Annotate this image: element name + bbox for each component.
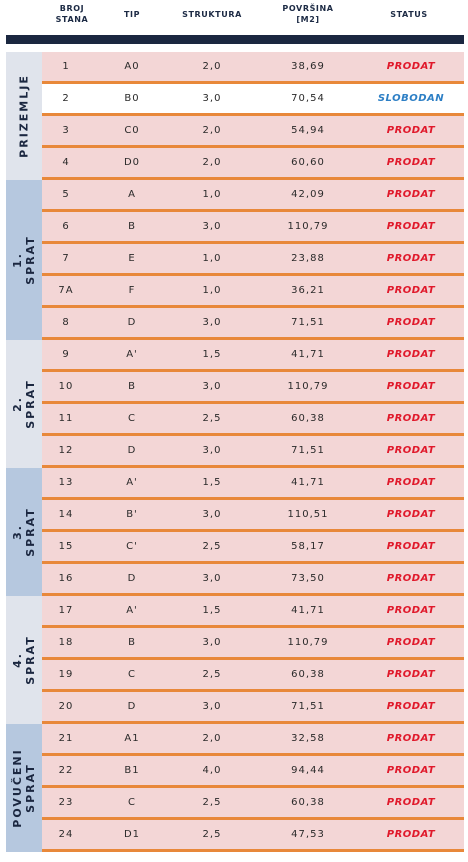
cell-tip: B: [128, 637, 136, 648]
table-row[interactable]: [42, 596, 464, 628]
floor-group: [6, 180, 464, 340]
cell-tip: F: [128, 285, 136, 296]
cell-povrsina: 60,38: [291, 413, 325, 424]
cell-broj: 17: [58, 605, 74, 616]
cell-struktura: 3,0: [202, 317, 222, 328]
cell-tip: C: [128, 413, 136, 424]
cell-povrsina: 60,38: [291, 669, 325, 680]
cell-struktura: 4,0: [202, 765, 222, 776]
cell-status: PRODAT: [386, 509, 436, 520]
cell-tip: A0: [124, 61, 140, 72]
table-row[interactable]: [42, 628, 464, 660]
cell-tip: D: [127, 445, 137, 456]
floor-group: [6, 340, 464, 468]
cell-broj: 2: [62, 93, 70, 104]
table-row[interactable]: [42, 660, 464, 692]
floor-label-column: [6, 180, 42, 340]
floor-label: PRIZEMLJE: [17, 74, 31, 158]
cell-povrsina: 73,50: [291, 573, 325, 584]
cell-struktura: 3,0: [202, 573, 222, 584]
cell-tip: D1: [123, 829, 141, 840]
cell-status: PRODAT: [386, 285, 436, 296]
cell-broj: 18: [58, 637, 74, 648]
cell-povrsina: 71,51: [291, 317, 325, 328]
cell-status: PRODAT: [386, 573, 436, 584]
cell-povrsina: 110,79: [287, 221, 329, 232]
cell-broj: 24: [58, 829, 74, 840]
table-header: [0, 0, 468, 34]
cell-povrsina: 60,38: [291, 797, 325, 808]
cell-status: PRODAT: [386, 221, 436, 232]
cell-status: PRODAT: [386, 797, 436, 808]
floor-label: 3. SPRAT: [11, 507, 37, 557]
cell-struktura: 2,0: [202, 61, 222, 72]
floor-label: POVUČENI SPRAT: [11, 748, 37, 828]
cell-povrsina: 110,51: [287, 509, 329, 520]
floor-label: 4. SPRAT: [11, 635, 37, 685]
cell-povrsina: 110,79: [287, 637, 329, 648]
table-row[interactable]: [42, 372, 464, 404]
cell-struktura: 2,5: [202, 541, 222, 552]
cell-tip: E: [128, 253, 136, 264]
cell-povrsina: 47,53: [291, 829, 325, 840]
cell-povrsina: 36,21: [291, 285, 325, 296]
cell-struktura: 3,0: [202, 93, 222, 104]
cell-struktura: 1,0: [202, 189, 222, 200]
cell-tip: C: [128, 797, 136, 808]
cell-struktura: 3,0: [202, 637, 222, 648]
cell-tip: B0: [124, 93, 140, 104]
cell-status: PRODAT: [386, 317, 436, 328]
cell-struktura: 3,0: [202, 381, 222, 392]
cell-status: SLOBODAN: [377, 93, 445, 104]
table-row[interactable]: [42, 340, 464, 372]
table-row[interactable]: [42, 724, 464, 756]
cell-broj: 10: [58, 381, 74, 392]
floor-label-column: [6, 724, 42, 852]
table-row[interactable]: [42, 212, 464, 244]
table-row[interactable]: [42, 500, 464, 532]
table-row[interactable]: [42, 276, 464, 308]
floor-group: [6, 724, 464, 852]
cell-status: PRODAT: [386, 61, 436, 72]
cell-povrsina: 60,60: [291, 157, 325, 168]
header-struktura: STRUKTURA: [182, 10, 242, 19]
table-row[interactable]: [42, 756, 464, 788]
cell-tip: C': [126, 541, 138, 552]
cell-broj: 7A: [58, 285, 74, 296]
cell-tip: D: [127, 317, 137, 328]
cell-struktura: 3,0: [202, 701, 222, 712]
table-row[interactable]: [42, 532, 464, 564]
table-row[interactable]: [42, 52, 464, 84]
cell-tip: D: [127, 573, 137, 584]
cell-struktura: 2,0: [202, 125, 222, 136]
cell-struktura: 1,5: [202, 605, 222, 616]
cell-tip: A': [126, 477, 138, 488]
apartment-table: [6, 52, 464, 852]
cell-tip: A1: [124, 733, 140, 744]
cell-broj: 7: [62, 253, 70, 264]
cell-povrsina: 23,88: [291, 253, 325, 264]
cell-status: PRODAT: [386, 701, 436, 712]
cell-broj: 11: [58, 413, 74, 424]
table-row[interactable]: [42, 180, 464, 212]
header-broj-stana: BROJ STANA: [55, 4, 89, 24]
cell-tip: D: [127, 701, 137, 712]
cell-broj: 19: [58, 669, 74, 680]
cell-povrsina: 71,51: [291, 445, 325, 456]
floor-group: [6, 468, 464, 596]
cell-broj: 16: [58, 573, 74, 584]
floor-label: 2. SPRAT: [11, 379, 37, 429]
cell-struktura: 2,5: [202, 797, 222, 808]
cell-povrsina: 70,54: [291, 93, 325, 104]
cell-status: PRODAT: [386, 733, 436, 744]
table-row[interactable]: [42, 116, 464, 148]
cell-broj: 4: [62, 157, 70, 168]
cell-tip: A: [128, 189, 136, 200]
cell-struktura: 2,5: [202, 669, 222, 680]
cell-povrsina: 58,17: [291, 541, 325, 552]
table-row[interactable]: [42, 468, 464, 500]
floor-group: [6, 52, 464, 180]
cell-broj: 14: [58, 509, 74, 520]
table-row[interactable]: [42, 308, 464, 340]
cell-struktura: 1,5: [202, 477, 222, 488]
cell-povrsina: 94,44: [291, 765, 325, 776]
cell-tip: B1: [124, 765, 140, 776]
cell-broj: 5: [62, 189, 70, 200]
cell-broj: 8: [62, 317, 70, 328]
cell-tip: C: [128, 669, 136, 680]
header-status: STATUS: [390, 10, 428, 19]
cell-status: PRODAT: [386, 541, 436, 552]
cell-status: PRODAT: [386, 349, 436, 360]
cell-broj: 6: [62, 221, 70, 232]
cell-struktura: 2,5: [202, 829, 222, 840]
table-row[interactable]: [42, 820, 464, 852]
cell-broj: 20: [58, 701, 74, 712]
cell-status: PRODAT: [386, 157, 436, 168]
cell-broj: 23: [58, 797, 74, 808]
cell-povrsina: 71,51: [291, 701, 325, 712]
header-povrsina: POVRŠINA [M2]: [282, 4, 334, 24]
table-row[interactable]: [42, 692, 464, 724]
cell-broj: 13: [58, 477, 74, 488]
cell-povrsina: 110,79: [287, 381, 329, 392]
table-row[interactable]: [42, 148, 464, 180]
cell-tip: B: [128, 381, 136, 392]
floor-label-column: [6, 468, 42, 596]
cell-povrsina: 54,94: [291, 125, 325, 136]
cell-broj: 9: [62, 349, 70, 360]
cell-status: PRODAT: [386, 477, 436, 488]
cell-povrsina: 32,58: [291, 733, 325, 744]
cell-struktura: 2,5: [202, 413, 222, 424]
cell-povrsina: 42,09: [291, 189, 325, 200]
cell-status: PRODAT: [386, 765, 436, 776]
cell-tip: A': [126, 349, 138, 360]
cell-povrsina: 41,71: [291, 349, 325, 360]
header-tip: TIP: [123, 10, 141, 19]
table-row[interactable]: [42, 436, 464, 468]
cell-status: PRODAT: [386, 829, 436, 840]
table-row[interactable]: [42, 244, 464, 276]
table-row[interactable]: [42, 564, 464, 596]
table-row[interactable]: [42, 404, 464, 436]
floor-label-column: [6, 52, 42, 180]
cell-status: PRODAT: [386, 189, 436, 200]
cell-broj: 3: [62, 125, 70, 136]
cell-povrsina: 41,71: [291, 605, 325, 616]
table-row[interactable]: [42, 84, 464, 116]
cell-struktura: 1,0: [202, 285, 222, 296]
cell-broj: 22: [58, 765, 74, 776]
floor-label: 1. SPRAT: [11, 235, 37, 285]
cell-broj: 1: [62, 61, 70, 72]
floor-group: [6, 596, 464, 724]
cell-povrsina: 41,71: [291, 477, 325, 488]
cell-status: PRODAT: [386, 445, 436, 456]
table-row[interactable]: [42, 788, 464, 820]
cell-broj: 15: [58, 541, 74, 552]
cell-status: PRODAT: [386, 413, 436, 424]
cell-struktura: 3,0: [202, 509, 222, 520]
floor-label-column: [6, 596, 42, 724]
cell-broj: 21: [58, 733, 74, 744]
cell-tip: A': [126, 605, 138, 616]
cell-status: PRODAT: [386, 637, 436, 648]
cell-struktura: 3,0: [202, 221, 222, 232]
cell-status: PRODAT: [386, 605, 436, 616]
cell-status: PRODAT: [386, 381, 436, 392]
cell-status: PRODAT: [386, 253, 436, 264]
cell-struktura: 1,0: [202, 253, 222, 264]
floor-label-column: [6, 340, 42, 468]
cell-status: PRODAT: [386, 669, 436, 680]
cell-tip: B: [128, 221, 136, 232]
header-divider-bar: [6, 35, 464, 44]
cell-status: PRODAT: [386, 125, 436, 136]
cell-tip: B': [126, 509, 138, 520]
cell-struktura: 2,0: [202, 157, 222, 168]
cell-broj: 12: [58, 445, 74, 456]
cell-struktura: 1,5: [202, 349, 222, 360]
cell-struktura: 3,0: [202, 445, 222, 456]
cell-tip: D0: [123, 157, 141, 168]
cell-struktura: 2,0: [202, 733, 222, 744]
cell-tip: C0: [124, 125, 140, 136]
cell-povrsina: 38,69: [291, 61, 325, 72]
